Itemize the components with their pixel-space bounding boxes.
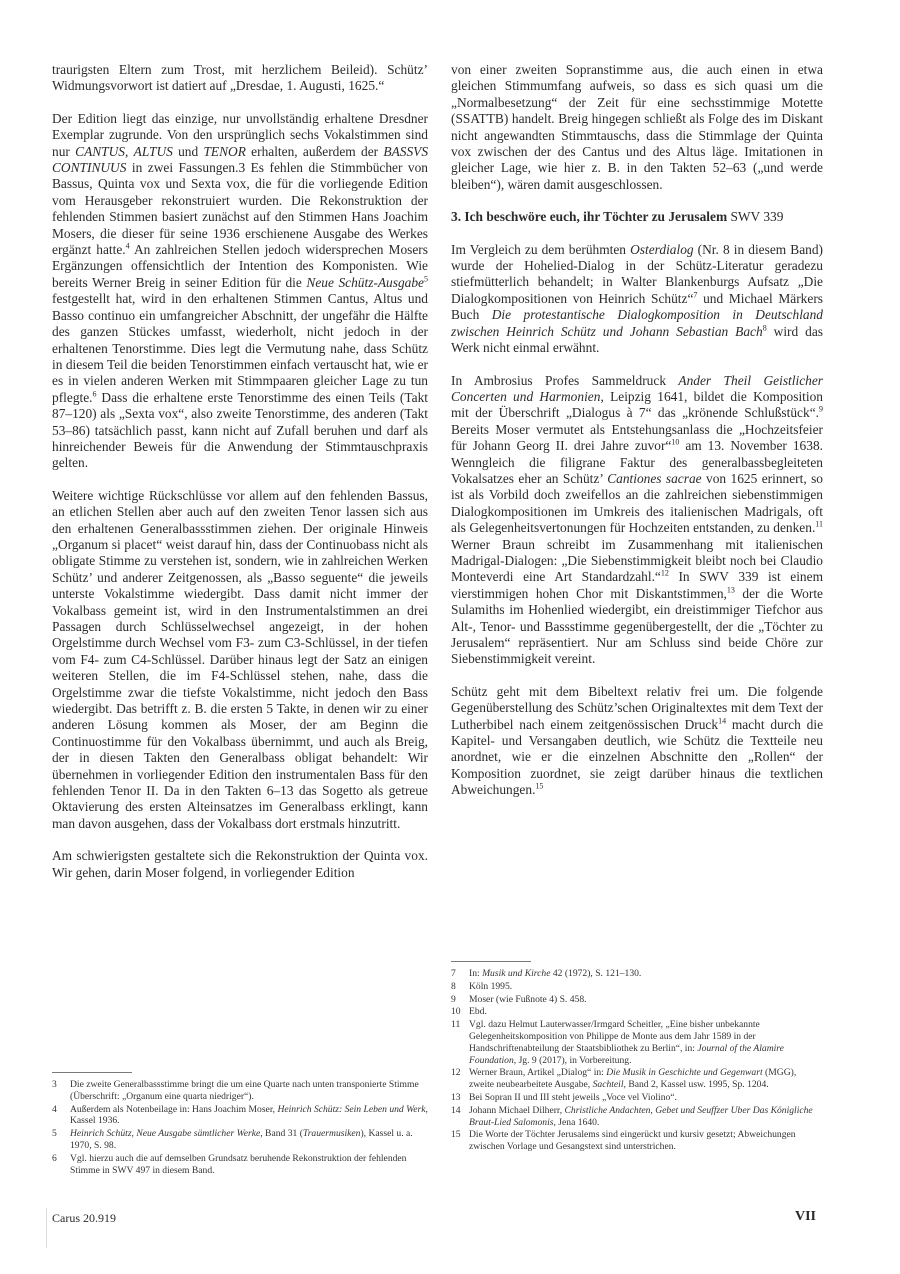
footnote-ref[interactable]: 9 [819, 404, 823, 414]
footnote-number: 8 [451, 980, 456, 992]
text-run: Der Edition liegt das einzige, nur unvollständig erhaltene Dresdner Exemplar zugrunde. Von den ursprünglich sechs Vokalstimmen sind nur [52, 110, 428, 159]
text-run: Die Worte der Töchter Jerusalems sind eingerückt und kursiv gesetzt; Abweichungen zwischen Vorlage und Gesangstext sind unterstrichen. [469, 1129, 796, 1153]
footnote [451, 1019, 823, 1066]
footnote [52, 1104, 428, 1128]
footnote-text [469, 1105, 823, 1129]
footnote-number: 12 [451, 1067, 461, 1079]
text-run: Köln 1995. [469, 980, 513, 992]
text-run: Moser (wie Fußnote 4) S. 458. [469, 993, 587, 1005]
text-run: wird das Werk nicht einmal erwähnt. [451, 323, 823, 356]
italic-run: Trauermusiken [302, 1128, 361, 1140]
footnote-ref[interactable]: 6 [92, 389, 97, 399]
text-run: Johann Michael Dilherr, [469, 1104, 565, 1116]
text-run: macht durch die Kapitel- und Versangaben deutlich, wie Schütz die Textteile neu anordnet, wie er die einzelnen Abschnitte den „Rollen“ der Komposition zuordnet, sie zeigt darüber hinaus die textlichen Abweichungen. [451, 716, 824, 798]
footnote-text [70, 1128, 428, 1152]
text-run: Bei Sopran II und III steht jeweils „Voce vel Violino“. [469, 1091, 677, 1103]
left-column [52, 62, 428, 897]
text-run: und [172, 143, 204, 159]
italic-run: Sachteil [592, 1079, 624, 1091]
italic-run: Die Musik in Geschichte und Gegenwart [606, 1067, 763, 1079]
text-run: Bereits Moser vermutet als Entstehungsanlass die „Hochzeitsfeier für Johann Georg II. drei Jahre zuvor“ [451, 421, 823, 454]
footnote-text [469, 1067, 823, 1091]
text-run: Am schwierigsten gestaltete sich die Rekonstruktion der Quinta vox. Wir gehen, darin Moser folgend, in vorliegender Edition [52, 848, 428, 880]
text-run: , Jg. 9 (2017), in Vorbereitung. [513, 1054, 632, 1066]
right-footnotes [451, 968, 823, 1154]
footnote-text [70, 1079, 428, 1103]
right-column [451, 62, 823, 815]
footnote-ref[interactable]: 5 [424, 274, 428, 284]
text-run: Vgl. dazu Helmut Lauterwasser/Irmgard Scheitler, „Eine bisher unbekannte Gelegenheitskomposition von Philippe de Monte aus dem Jahr 1589 in der Handschriftenabteilung der Staatsbibliothek zu Berlin“, in: [469, 1019, 760, 1054]
italic-run: Ander Theil Geistlicher Concerten und Harmonien [451, 372, 823, 404]
footnote-number: 15 [451, 1129, 461, 1141]
text-run: erhalten, außerdem der [245, 143, 384, 159]
text-run: (MGG), zweite neubearbeitete Ausgabe, [469, 1067, 797, 1091]
footnote-number: 14 [451, 1104, 461, 1116]
footnote [451, 981, 823, 993]
left-para-3 [52, 488, 428, 833]
text-run: Die zweite Generalbassstimme bringt die um eine Quarte nach unten transponierte Stimme (Überschrift: „Organum eine quarta niedriger“). [70, 1079, 419, 1102]
footnote [52, 1153, 428, 1177]
text-run: Werner Braun, Artikel „Dialog“ in: [469, 1067, 607, 1079]
text-run: von 1625 erinnert, so ist als Vorbild doch zweifellos an die zahlreichen siebenstimmigen Dialogkompositionen im Umkreis des italienischen Madrigals, oft als Gelegenheitsvertonungen für Hochzeiten entstanden, zu denken. [451, 470, 823, 536]
right-para-3 [451, 684, 823, 799]
footnote [451, 1006, 823, 1018]
left-footnotes [52, 1079, 428, 1177]
left-para-4 [52, 848, 428, 881]
footnote-ref[interactable]: 4 [125, 241, 130, 251]
italic-run: Heinrich Schütz, Neue Ausgabe sämtlicher Werke [70, 1128, 261, 1140]
italic-run: CANTUS [75, 143, 125, 159]
footnote-ref[interactable]: 14 [718, 716, 727, 726]
right-footnote-rule [451, 961, 531, 962]
footnote [451, 1067, 823, 1091]
footnote-number: 13 [451, 1091, 461, 1103]
text-run: An zahlreichen Stellen jedoch widersprechen Mosers Ergänzungen offensichtlich der Intention des Komponisten. Wie bereits Werner Breig in seiner Edition für die [52, 242, 428, 290]
footnote-text [70, 1153, 428, 1177]
italic-run: Christliche Andachten, Gebet und Seuffzer Uber Das Königliche Braut-Lied Salomonis [469, 1104, 813, 1128]
text-run: 42 (1972), S. 121–130. [550, 968, 642, 979]
text-run: und Michael Märkers Buch [451, 290, 823, 323]
footnote [451, 1092, 823, 1104]
footnote-ref[interactable]: 8 [762, 323, 767, 333]
right-intro-para [451, 62, 823, 193]
footnote-ref[interactable]: 11 [815, 519, 823, 529]
page-number: VII [795, 1209, 817, 1224]
right-para-1 [451, 242, 823, 357]
publisher-number: Carus 20.919 [52, 1211, 116, 1225]
text-run: Außerdem als Notenbeilage in: Hans Joachim Moser, [70, 1103, 278, 1115]
footnote-number: 10 [451, 1006, 461, 1018]
text-run: der die Worte Sulamiths im Hohenlied wiedergibt, ein dreistimmiger Tiefchor aus Alt-, Tenor- und Bassstimme gegenübergestellt, der die „Töchter zu Jerusalem“ repräsentiert. Nur am Schluss sind beide Chöre zur Siebenstimmigkeit vereint. [451, 585, 823, 667]
text-run: Werner Braun schreibt im Zusammenhang mit italienischen Madrigal-Dialogen: „Die Siebenstimmigkeit bleibt noch bei Claudio Monteverdi eine Art Standardzahl.“ [451, 536, 823, 585]
text-run: ), Kassel u. a. 1970, S. 98. [70, 1128, 413, 1151]
italic-run: Cantiones sacrae [607, 470, 702, 486]
text-run: , Band 31 ( [260, 1128, 303, 1140]
footnote-number: 7 [451, 968, 456, 979]
text-run: Vgl. hierzu auch die auf demselben Grundsatz beruhende Rekonstruktion der fehlenden Stimme in SWV 497 in diesem Band. [70, 1152, 407, 1176]
text-run: , Jena 1640. [553, 1116, 600, 1128]
left-footnote-rule [52, 1072, 132, 1073]
text-run: Im Vergleich zu dem berühmten [451, 241, 631, 257]
section-heading-swv: SWV 339 [730, 209, 784, 225]
footnote-ref[interactable]: 13 [726, 585, 735, 595]
text-run: in zwei Fassungen.3 Es fehlen die Stimmbücher von Bassus, Quinta vox und Sexta vox, die für die vorliegende Edition vom Herausgeber rekonstruiert wurden. Die Rekonstruktion der fehlenden Stimmen basiert zunächst auf den Stimmen Hans Joachim Mosers, die dieser für seine 1936 erschienene Ausgabe des Werkes ergänzt hatte. [52, 160, 428, 258]
text-run: traurigsten Eltern zum Trost, mit herzlichem Beileid). Schütz’ Widmungsvorwort ist datiert auf „Dresdae, 1. Augusti, 1625.“ [52, 62, 428, 94]
text-run: Schütz geht mit dem Bibeltext relativ frei um. Die folgende Gegenüberstellung des Schütz’schen Originaltextes mit dem Text der Lutherbibel nach einem zeitgenössischen Druck [451, 683, 823, 732]
italic-run: TENOR [203, 143, 246, 159]
footnote-text [469, 1019, 823, 1066]
text-run: In SWV 339 ist einem vierstimmigen hohen Chor mit Diskantstimmen, [451, 569, 823, 601]
text-run: , Leipzig 1641, bildet die Komposition mit der Überschrift „Dialogus à 7“ das „krönende Schlußstück“. [451, 388, 824, 421]
left-para-1 [52, 62, 428, 95]
text-run: , Band 2, Kassel usw. 1995, Sp. 1204. [623, 1079, 769, 1091]
footnote-number: 11 [451, 1019, 461, 1031]
section-heading [451, 209, 823, 225]
footnote [451, 968, 823, 980]
text-run: In Ambrosius Profes Sammeldruck [451, 372, 679, 388]
italic-run: Journal of the Alamire Foundation [469, 1042, 784, 1066]
section-heading-title: 3. Ich beschwöre euch, ihr Töchter zu Jerusalem [451, 209, 728, 225]
footnote-number: 3 [52, 1079, 57, 1090]
italic-run: Osterdialog [630, 241, 694, 257]
italic-run: Heinrich Schütz: Sein Leben und Werk [277, 1103, 426, 1115]
footnote-ref[interactable]: 7 [693, 290, 698, 300]
footnote-number: 6 [52, 1152, 57, 1164]
footnote [451, 994, 823, 1006]
footnote-number: 4 [52, 1103, 57, 1115]
footnote-text [469, 994, 823, 1006]
text-run: festgestellt hat, wird in den erhaltenen Stimmen Cantus, Altus und Basso continuo ein umfangreicher Abschnitt, der ungefähr die Hälfte des ganzen Stückes umfasst, wiederholt, nicht jedoch in der erhaltenen Tenorstimme. Dies legt die Vermutung nahe, dass Schütz in diesem Teil die beiden Tenorstimmen einfach vertauscht hat, wie er es in vielen anderen Werken mit Stimmpaaren gleicher Lage zu tun pflegte. [52, 291, 428, 405]
left-para-2 [52, 111, 428, 472]
italic-run: BASSVS CONTINUUS [52, 143, 429, 176]
italic-run: Die protestantische Dialogkomposition in Deutschland zwischen Heinrich Schütz und Johann Sebastian Bach [451, 307, 823, 339]
footnote-ref[interactable]: 12 [660, 568, 669, 578]
footnote [52, 1079, 428, 1103]
footnote [451, 1105, 823, 1129]
right-para-2 [451, 373, 823, 668]
text-run: am 13. November 1638. Wenngleich die filigrane Faktur des generalbassbegleiteten Vokalsatzes eher an Schütz’ [451, 438, 823, 486]
footnote-text [469, 1092, 823, 1104]
footnote-ref[interactable]: 15 [535, 781, 544, 791]
footnote-text [469, 981, 823, 993]
footnote-ref[interactable]: 10 [671, 437, 680, 447]
footnote [52, 1128, 428, 1152]
footnote [451, 1129, 823, 1153]
italic-run: Musik und Kirche [482, 968, 551, 979]
text-run: (Nr. 8 in diesem Band) wurde der Hohelied-Dialog in der Schütz-Literatur geradezu stiefmütterlich behandelt; in Walter Blankenburgs Aufsatz „Die Dialogkompositionen von Heinrich Schütz“ [451, 241, 823, 306]
text-run: , Kassel 1936. [70, 1103, 428, 1127]
footnote-number: 5 [52, 1128, 57, 1140]
text-run: von einer zweiten Sopranstimme aus, die auch einen in etwa gleichen Stimmumfang aufweis, so dass es sich quasi um die „Normalbesetzung“ der Zeit für eine sechsstimmige Motette (SSATTB) handelt. Breig hingegen schließt als Folge des im Diskant nicht angewandten Stimmtauschs, dass die Stimmlage der Quinta vox zwischen der des Cantus und des Altus läge. Imitationen in gleicher Lage, wie hier z. B. in den Takten 52–63 („und werde bleiben“), wären damit ausgeschlossen. [451, 62, 823, 192]
text-run: , [125, 143, 134, 159]
italic-run: Neue Schütz-Ausgabe [306, 274, 424, 290]
text-run: Ebd. [469, 1006, 487, 1018]
margin-line [46, 1208, 47, 1248]
footnote-text [469, 968, 823, 980]
footnote-text [469, 1006, 823, 1018]
footnote-number: 9 [451, 993, 456, 1005]
italic-run: ALTUS [133, 143, 173, 159]
text-run: In: [469, 968, 483, 979]
text-run: Weitere wichtige Rückschlüsse vor allem auf den fehlenden Bassus, an etlichen Stellen aber auch auf den zweiten Tenor lassen sich aus den erhaltenen Generalbassstimmen ziehen. Der originale Hinweis „Organum si placet“ weist darauf hin, dass der Continuobass nicht als obligate Stimme zu verstehen ist, sondern, wie in zahlreichen Werken Schütz’ und anderer Zeitgenossen, als „Basso seguente“ die jeweils unterste Vokalstimme wiedergibt. Dass damit nicht immer der Vokalbass gemeint ist, wird in den Instrumentalstimmen an drei Passagen durch Schlüsselwechsel angezeigt, in der hohen Orgelstimme durch Wechsel vom F3- zum C3-Schlüssel, in der tiefen vom F4- zum C4-Schlüssel. Darüber hinaus legt der Satz an einigen weiteren Stellen, die im F4-Schlüssel stehen, nahe, dass die Orgelstimme zwar die tiefste Vokalstimme, nicht jedoch den Bass wiedergibt. Das betrifft z. B. die ersten 5 Takte, in denen wir zu einer anderen Lösung kommen als Moser, der am Beginn die Continuostimme für den Vokalbass übernimmt, und auch als Breig, der in diesen Takten den Generalbass obligat behandelt: Wir übernehmen in vorliegender Edition den instrumentalen Bass für den fehlenden Tenor II. Da in den Takten 6–13 das Sogetto als getreue Oktavierung des ersten Alteinsatzes im Generalbass erklingt, kann man davon ausgehen, dass der Vokalbass dort erstmals hinzutritt. [52, 487, 428, 831]
footnote-text [70, 1104, 428, 1128]
text-run: Dass die erhaltene erste Tenorstimme des einen Teils (Takt 87–120) als „Sexta vox“, also zweite Tenorstimme, des anderen (Takt 53–86) tatsächlich passt, kann nicht auf Zufall beruhen und darf als hinreichender Beweis für die Anwendung der Stimmtauschpraxis gelten. [52, 389, 428, 471]
footnote-text [469, 1129, 823, 1153]
